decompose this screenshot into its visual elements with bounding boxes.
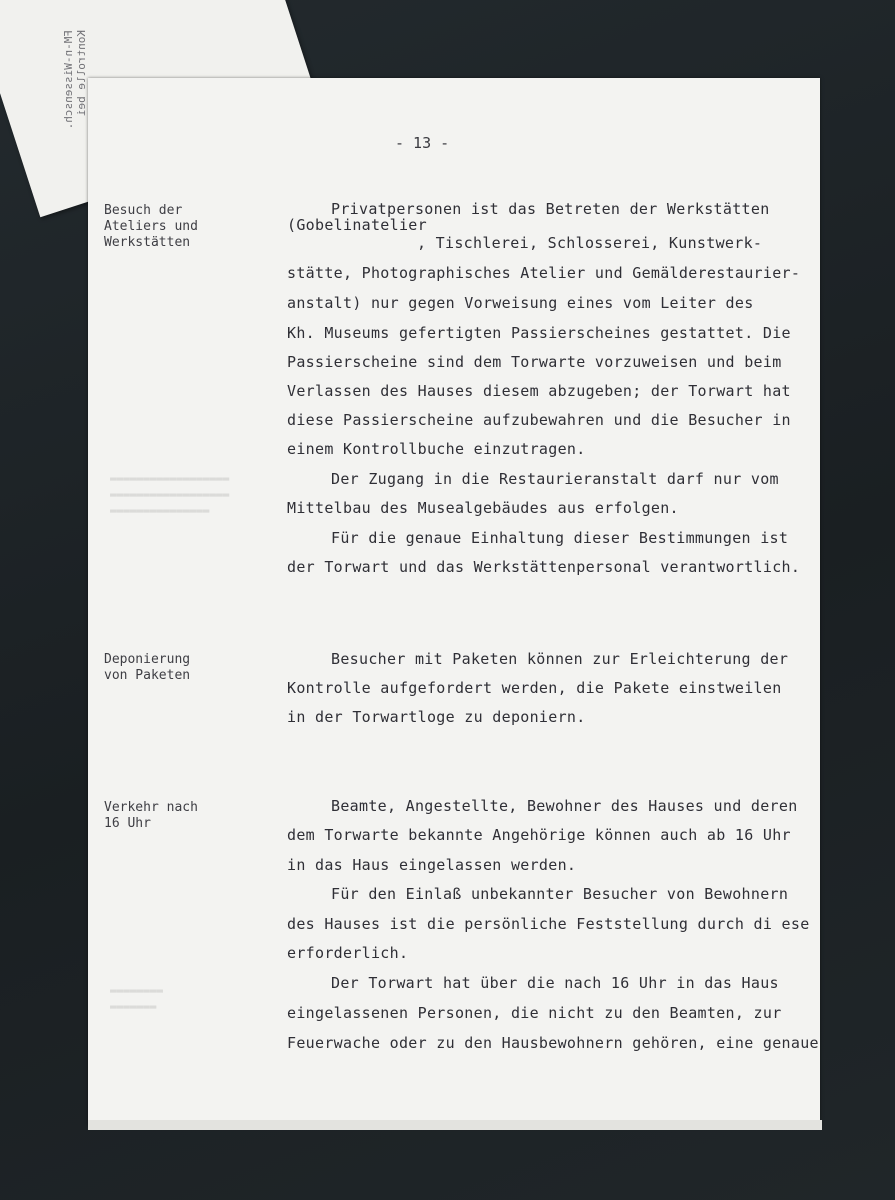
bleed-through-mark: ▬▬▬▬▬▬▬▬ (110, 984, 163, 997)
text-line: dem Torwarte bekannte Angehörige können auch ab 16 Uhr (287, 826, 791, 844)
text-line: Kh. Museums gefertigten Passierscheines gestattet. Die (287, 324, 791, 342)
text-line: , Tischlerei, Schlosserei, Kunstwerk- (417, 234, 763, 252)
text-line: der Torwart und das Werkstättenpersonal verantwortlich. (287, 558, 801, 576)
text-line: erforderlich. (287, 944, 409, 962)
text-line: Für die genaue Einhaltung dieser Bestimmungen ist (331, 529, 789, 547)
text-line: eingelassenen Personen, die nicht zu den Beamten, zur (287, 1004, 782, 1022)
text-line: diese Passierscheine aufzubewahren und die Besucher in (287, 411, 791, 429)
text-line: Der Torwart hat über die nach 16 Uhr in das Haus (331, 974, 779, 992)
text-line: Verlassen des Hauses diesem abzugeben; der Torwart hat (287, 382, 791, 400)
margin-note-verkehr: Verkehr nach 16 Uhr (104, 800, 198, 831)
text-line: Für den Einlaß unbekannter Besucher von Bewohnern (331, 885, 789, 903)
text-line: Feuerwache oder zu den Hausbewohnern gehören, eine genaue (287, 1034, 819, 1052)
text-line: in der Torwartloge zu deponiern. (287, 708, 586, 726)
stamp-line: FM-n-Wissensch. (62, 30, 75, 130)
text-line: einem Kontrollbuche einzutragen. (287, 440, 586, 458)
bleed-through-mark: ▬▬▬▬▬▬▬ (110, 1000, 157, 1013)
archive-stamp (62, 30, 88, 129)
text-line: Beamte, Angestellte, Bewohner des Hauses und deren (331, 797, 798, 815)
margin-note-pakete: Deponierung von Paketen (104, 652, 191, 683)
page-edge (88, 1120, 822, 1130)
page-number: - 13 - (395, 134, 450, 152)
text-line: Passierscheine sind dem Torwarte vorzuweisen und beim (287, 353, 782, 371)
bleed-through-mark: ▬▬▬▬▬▬▬▬▬▬▬▬▬▬▬▬▬▬ (110, 472, 230, 485)
text-line: anstalt) nur gegen Vorweisung eines vom Leiter des (287, 294, 754, 312)
text-line: (Gobelinatelier (287, 216, 427, 234)
text-line: Kontrolle aufgefordert werden, die Pakete einstweilen (287, 679, 782, 697)
text-line: Mittelbau des Musealgebäudes aus erfolgen. (287, 499, 679, 517)
stamp-line: Kontrolle bei (75, 30, 88, 117)
text-line: des Hauses ist die persönliche Feststellung durch di ese (287, 915, 810, 933)
text-line: stätte, Photographisches Atelier und Gemälderestaurier- (287, 264, 801, 282)
bleed-through-mark: ▬▬▬▬▬▬▬▬▬▬▬▬▬▬▬ (110, 504, 210, 517)
text-line: Privatpersonen ist das Betreten der Werkstätten (331, 200, 770, 218)
bleed-through-mark: ▬▬▬▬▬▬▬▬▬▬▬▬▬▬▬▬▬▬ (110, 488, 230, 501)
margin-note-ateliers: Besuch der Ateliers und Werkstätten (104, 203, 198, 250)
text-line: in das Haus eingelassen werden. (287, 856, 577, 874)
text-line: Der Zugang in die Restaurieranstalt darf nur vom (331, 470, 779, 488)
text-line: Besucher mit Paketen können zur Erleichterung der (331, 650, 789, 668)
